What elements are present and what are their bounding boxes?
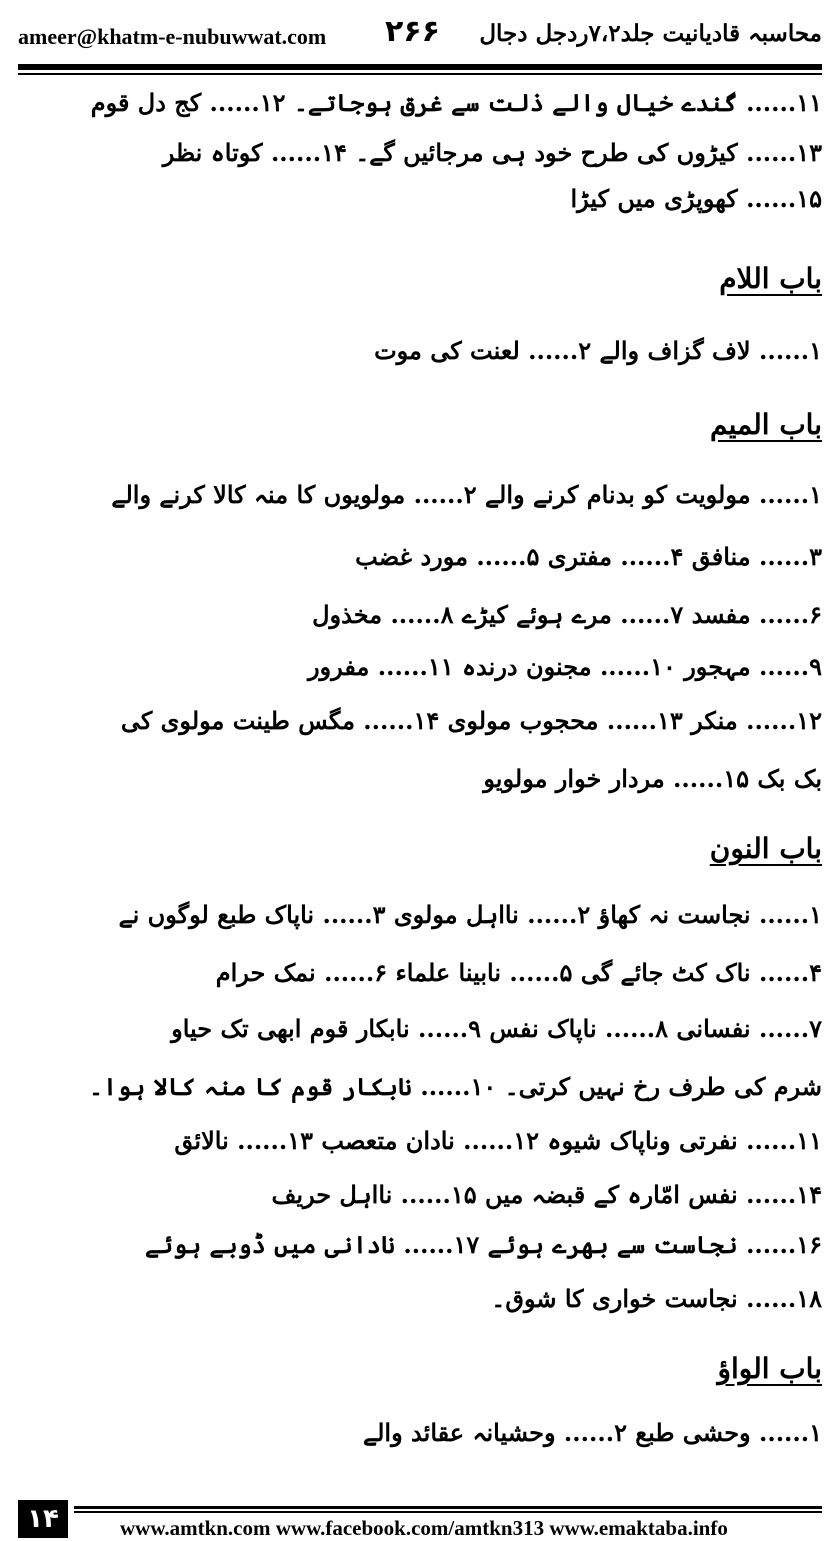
footer-rule-thin <box>74 1511 822 1513</box>
list-line: ۱۳...... کیڑوں کی طرح خود ہی مرجائیں گے۔ ۱۴...... کوتاہ نظر <box>162 138 822 167</box>
header-book-title: محاسبہ قادیانیت جلد۷،۲ردجل دجال <box>479 20 822 47</box>
list-line: ۱۴...... نفس امّارہ کے قبضہ میں ۱۵...... نااہل حریف <box>271 1180 822 1209</box>
header-email: ameer@khatm-e-nubuwwat.com <box>18 24 327 49</box>
header-rule-thick <box>18 64 822 70</box>
section-heading-lam: باب اللام <box>719 262 822 295</box>
list-line: ۱۵...... کھوپڑی میں کیڑا <box>570 184 822 213</box>
list-line: ۱...... مولویت کو بدنام کرنے والے ۲...... مولویوں کا منہ کالا کرنے والے <box>111 480 822 509</box>
footer-rule <box>74 1506 822 1509</box>
list-line: ۴...... ناک کٹ جائے گی ۵...... نابینا علماء ۶...... نمک حرام <box>215 958 822 987</box>
list-line: ۶...... مفسد ۷...... مرے ہوئے کیڑے ۸...... مخذول <box>312 600 822 629</box>
header-page-number: ۲۶۶ <box>385 14 440 49</box>
list-line: ۱...... لاف گزاف والے ۲...... لعنت کی موت <box>374 336 822 365</box>
list-line: ۱۲...... منکر ۱۳...... محجوب مولوی ۱۴...... مگس طینت مولوی کی <box>120 706 822 735</box>
list-line: بک بک ۱۵...... مردار خوار مولویو <box>483 764 822 793</box>
list-line: ۱۸...... نجاست خواری کا شوق۔ <box>491 1284 822 1313</box>
list-line: ۱۶...... نجاست سے بھرے ہوئے ۱۷...... نادانی میں ڈوبے ہوئے <box>144 1230 822 1259</box>
header-rule-thin <box>18 73 822 75</box>
section-heading-waw: باب الواؤ <box>717 1352 822 1385</box>
list-line: شرم کی طرف رخ نہیں کرتی۔ ۱۰...... نابکار قوم کا منہ کالا ہوا۔ <box>88 1072 822 1101</box>
list-line: ۱...... نجاست نہ کھاؤ ۲...... نااہل مولوی ۳...... ناپاک طبع لوگوں نے <box>118 900 822 929</box>
footer-links: www.amtkn.com www.facebook.com/amtkn313 www.emaktaba.info <box>120 1516 728 1540</box>
footer-page-number: ۱۴ <box>18 1500 68 1538</box>
list-line: ۱۱...... نفرتی وناپاک شیوہ ۱۲...... نادان متعصب ۱۳...... نالائق <box>174 1126 822 1155</box>
section-heading-meem: باب المیم <box>709 408 822 441</box>
section-heading-noon: باب النون <box>709 832 822 865</box>
list-line: ۱...... وحشی طبع ۲...... وحشیانہ عقائد والے <box>363 1418 822 1447</box>
list-line: ۱۱...... گندے خیال والے ذلت سے غرق ہوجاتے۔ ۱۲...... کج دل قوم <box>90 88 822 117</box>
list-line: ۹...... مہجور ۱۰...... مجنون درندہ ۱۱...... مفرور <box>307 652 822 681</box>
list-line: ۳...... منافق ۴...... مفتری ۵...... مورد غضب <box>355 542 822 571</box>
list-line: ۷...... نفسانی ۸...... ناپاک نفس ۹...... نابکار قوم ابھی تک حیاو <box>171 1014 822 1043</box>
